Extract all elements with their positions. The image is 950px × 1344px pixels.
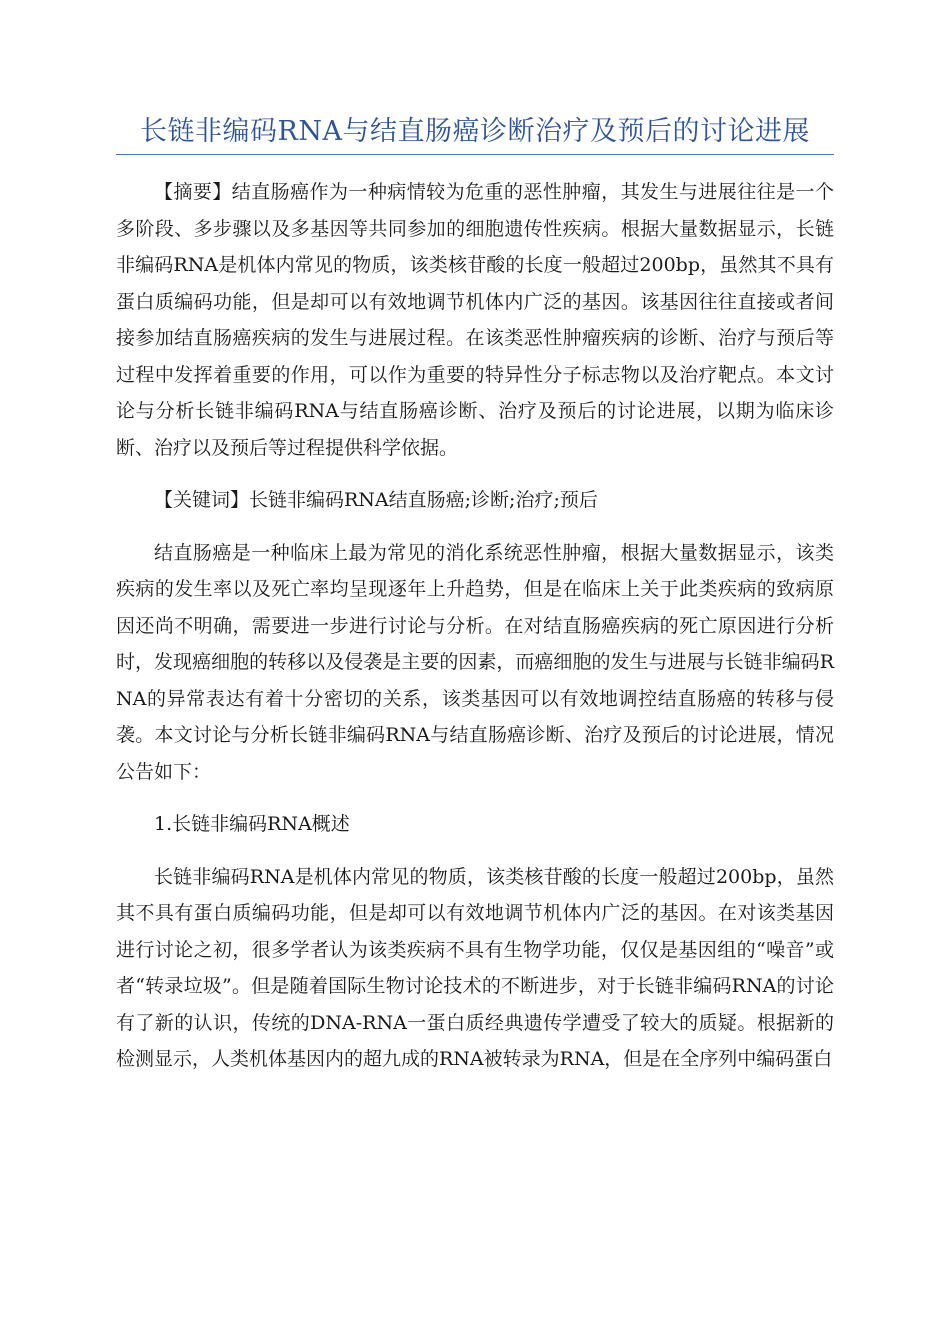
title-underline: [116, 154, 834, 155]
section-1-paragraph: 长链非编码RNA是机体内常见的物质，该类核苷酸的长度一般超过200bp，虽然其不具有蛋白质编码功能，但是却可以有效地调节机体内广泛的基因。在对该类基因进行讨论之初，很多学者认为该类疾病不具有生物学功能，仅仅是基因组的“噪音”或者“转录垃圾”。但是随着国际生物讨论技术的不断进步，对于长链非编码RNA的讨论有了新的认识，传统的DNA-RNA一蛋白质经典遗传学遭受了较大的质疑。根据新的检测显示，人类机体基因内的超九成的RNA被转录为RNA，但是在全序列中编码蛋白: [116, 865, 834, 1070]
keywords-paragraph: 【关键词】长链非编码RNA结直肠癌;诊断;治疗;预后: [154, 489, 598, 511]
intro-paragraph: 结直肠癌是一种临床上最为常见的消化系统恶性肿瘤，根据大量数据显示，该类疾病的发生率以及死亡率均呈现逐年上升趋势，但是在临床上关于此类疾病的致病原因还尚不明确，需要进一步进行讨论与分析。在对结直肠癌疾病的死亡原因进行分析时，发现癌细胞的转移以及侵袭是主要的因素，而癌细胞的发生与进展与长链非编码RNA的异常表达有着十分密切的关系，该类基因可以有效地调控结直肠癌的转移与侵袭。本文讨论与分析长链非编码RNA与结直肠癌诊断、治疗及预后的讨论进展，情况公告如下：: [116, 541, 834, 783]
abstract-paragraph: 【摘要】结直肠癌作为一种病情较为危重的恶性肿瘤，其发生与进展往往是一个多阶段、多步骤以及多基因等共同参加的细胞遗传性疾病。根据大量数据显示，长链非编码RNA是机体内常见的物质，该类核苷酸的长度一般超过200bp，虽然其不具有蛋白质编码功能，但是却可以有效地调节机体内广泛的基因。该基因往往直接或者间接参加结直肠癌疾病的发生与进展过程。在该类恶性肿瘤疾病的诊断、治疗与预后等过程中发挥着重要的作用，可以作为重要的特异性分子标志物以及治疗靶点。本文讨论与分析长链非编码RNA与结直肠癌诊断、治疗及预后的讨论进展，以期为临床诊断、治疗以及预后等过程提供科学依据。: [116, 181, 834, 459]
section-1-heading: 1.长链非编码RNA概述: [154, 813, 350, 835]
document-body: [116, 174, 834, 1094]
document-title: 长链非编码RNA与结直肠癌诊断治疗及预后的讨论进展: [140, 116, 810, 147]
